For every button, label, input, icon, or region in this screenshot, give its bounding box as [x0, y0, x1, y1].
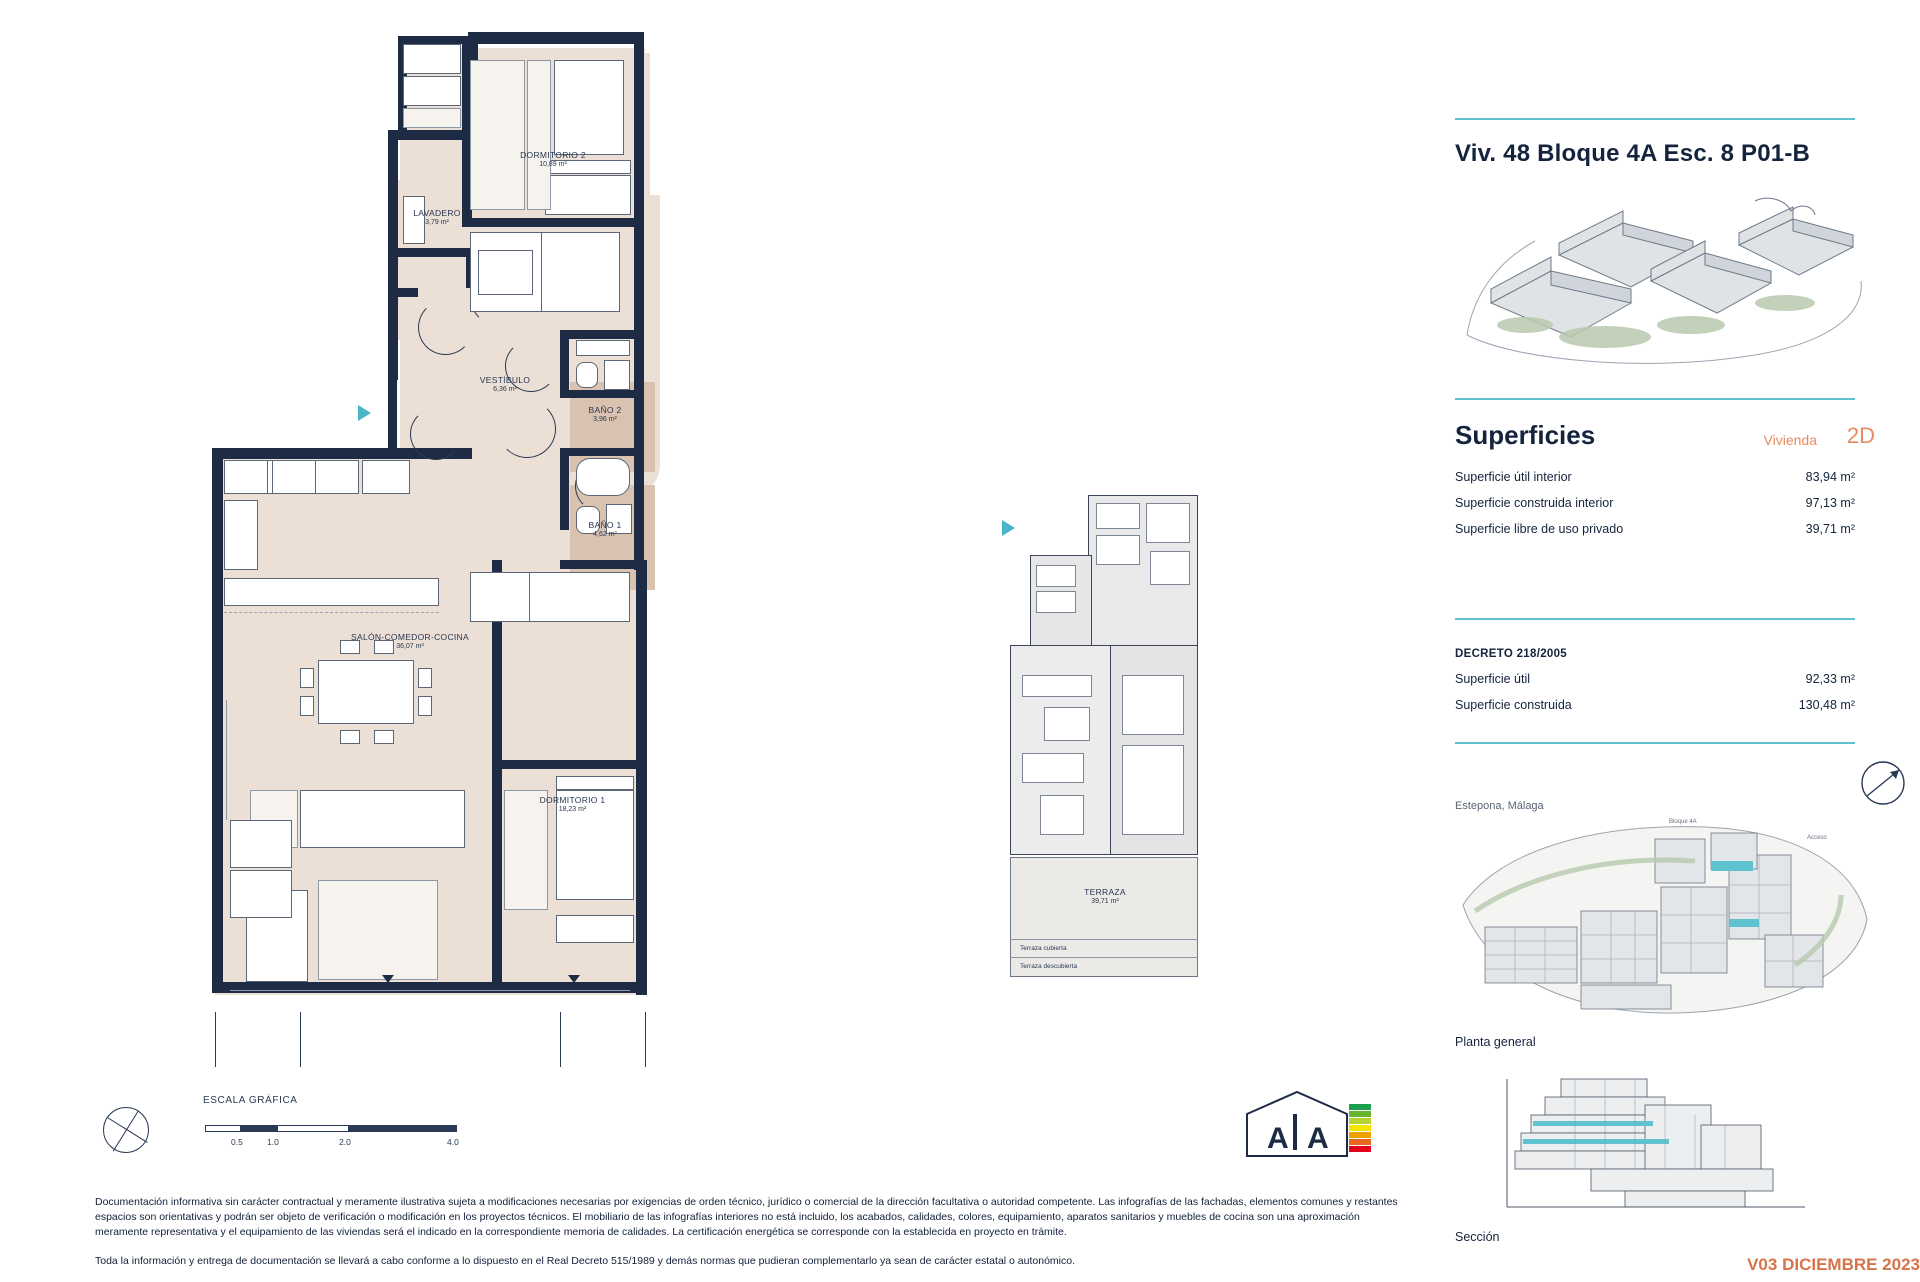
furniture-sofa — [300, 790, 465, 848]
location-text: Estepona, Málaga — [1455, 800, 1544, 812]
label-dormitorio2: DORMITORIO 2 10,89 m² — [520, 150, 586, 168]
decreto-key-1: Superficie útil — [1455, 672, 1531, 686]
keyplan-furn-8 — [1044, 707, 1090, 741]
wall-vest-left-2 — [388, 288, 397, 368]
keyplan-furn-7 — [1022, 675, 1092, 697]
wall-top-1 — [468, 32, 644, 44]
decreto-key-2: Superficie construida — [1455, 698, 1572, 712]
furniture-kitchen-sink — [272, 460, 316, 494]
keyplan-furn-2 — [1146, 503, 1190, 543]
furniture-bed-head-dorm1 — [556, 776, 634, 790]
wall-bano1-bottom — [560, 560, 640, 569]
furniture-kitchen-fridge — [362, 460, 410, 494]
site-plan-svg — [1455, 815, 1875, 1020]
vivienda-code: 2D — [1846, 423, 1875, 448]
label-vestibulo: VESTÍBULO 6,36 m² — [479, 375, 531, 393]
furniture-console-2 — [230, 870, 292, 918]
wall-bano2-top — [560, 330, 640, 339]
terrace-legend-1: Terraza cubierta — [1020, 945, 1067, 952]
surfaces-heading: Superficies — [1455, 420, 1596, 450]
furniture-closet-dorm2 — [527, 60, 551, 210]
furniture-bath2-shower — [604, 360, 630, 390]
furniture-chair-2 — [300, 696, 314, 716]
furniture-console — [230, 820, 292, 868]
keyplan-furn-11 — [1122, 675, 1184, 735]
surface-value-1: 83,94 m² — [1805, 470, 1855, 484]
furniture-bath2-wc — [576, 362, 598, 388]
legal-paragraph-2: Toda la información y entrega de documentación se llevará a cabo conforme a lo dispuesto en el Real Decreto 515/1989 y demás normas que pudieran complementarlo ya sean de carácter estatal o autonómico. — [95, 1254, 1075, 1267]
wall-salon-right — [636, 560, 647, 995]
scale-seg-3 — [277, 1125, 349, 1132]
door-arc-lavadero — [418, 300, 473, 355]
version-label: V03 DICIEMBRE 2023 — [1747, 1255, 1920, 1274]
wall-bano2-bottom — [560, 390, 640, 398]
section-drawing — [1505, 1065, 1835, 1215]
section-svg — [1505, 1065, 1835, 1215]
keyplan-furn-12 — [1122, 745, 1184, 835]
keyplan-furn-10 — [1040, 795, 1084, 835]
terrace-legend-2: Terraza descubierta — [1020, 963, 1078, 970]
label-lavadero: LAVADERO 3,79 m² — [413, 208, 461, 226]
surfaces-heading-row — [1455, 420, 1875, 451]
svg-text:Bloque 4A: Bloque 4A — [1669, 819, 1697, 825]
label-dormitorio1: DORMITORIO 1 18,23 m² — [539, 795, 606, 813]
wall-dorm1-left — [492, 560, 502, 990]
legal-disclaimer — [95, 1195, 1405, 1282]
scale-tick-2: 1.0 — [267, 1137, 279, 1147]
scale-tick-1: 0.5 — [231, 1137, 243, 1147]
decreto-value-1: 92,33 m² — [1805, 672, 1855, 686]
siteplan-caption: Planta general — [1455, 1035, 1536, 1049]
keyplan-entrance-arrow-icon — [1002, 520, 1015, 536]
energy-letter-left: A — [1267, 1122, 1289, 1155]
energy-label-svg — [1245, 1090, 1375, 1158]
furniture-unit-mid-2 — [470, 572, 530, 622]
facade-line-2 — [300, 1012, 301, 1067]
furniture-dresser-dorm1 — [556, 915, 634, 943]
svg-text:Acceso: Acceso — [1807, 835, 1827, 841]
furniture-table-upper — [478, 250, 533, 295]
terrace-legend-rule-1 — [1010, 939, 1198, 940]
furniture-dining-table — [318, 660, 414, 724]
furniture-kitchen-island — [224, 578, 439, 606]
site-plan — [1455, 815, 1875, 1020]
furniture-chair-7 — [340, 730, 360, 744]
surface-value-3: 39,71 m² — [1805, 522, 1855, 536]
facade-line-3 — [560, 1012, 561, 1067]
vivienda-label: Vivienda — [1763, 432, 1817, 448]
furniture-kitchen-hob — [224, 460, 268, 494]
panel-rule-surfaces — [1455, 398, 1855, 400]
furniture-kitchen-tall — [224, 500, 258, 570]
scale-title: ESCALA GRÁFICA — [203, 1095, 298, 1106]
door-arc-salon — [498, 400, 556, 458]
keyplan-furn-5 — [1036, 565, 1076, 587]
section-caption: Sección — [1455, 1230, 1500, 1244]
panel-rule-site — [1455, 742, 1855, 744]
furniture-chair-3 — [418, 668, 432, 688]
window-left-1 — [226, 700, 227, 820]
keyplan-furn-9 — [1022, 753, 1084, 783]
furniture-bed2-dorm2 — [554, 60, 624, 155]
panel-rule-top — [1455, 118, 1855, 120]
key-plan-thumbnail — [1010, 495, 1225, 1025]
graphic-scale — [95, 1095, 475, 1165]
wall-dorm2-bottom — [462, 218, 637, 227]
unit-title: Viv. 48 Bloque 4A Esc. 8 P01-B — [1455, 140, 1811, 167]
axonometric-svg — [1455, 185, 1875, 375]
facade-line-4 — [645, 1012, 646, 1067]
surface-key-2: Superficie construida interior — [1455, 496, 1614, 510]
kitchen-dash-line — [224, 612, 439, 613]
compass-icon — [103, 1107, 149, 1153]
legal-paragraph-1: Documentación informativa sin carácter contractual y meramente ilustrativa sujeta a modificaciones necesarias por exigencias de orden técnico, jurídico o comercial de la dirección facultativa o autoridad competente. Las infografías de las fachadas, elementos comunes y restantes espacios son orientativas y podrán ser objeto de verificación o modificación en los proyectos técnicos. El mobiliario de las infografías interiores no está incluido, los acabados, calidades, colores, equipamiento, aparatos sanitarios y muebles de cocina son una aproximación meramente representativa y el equipamiento de las viviendas será el indicado en la correspondiente memoria de calidades. La certificación energética se corresponde con la establecida en proyecto en trámite. — [95, 1196, 1398, 1239]
axonometric-view — [1455, 185, 1875, 375]
north-arrow-icon — [1860, 760, 1904, 804]
wall-bano1-top — [560, 448, 640, 456]
decreto-heading: DECRETO 218/2005 — [1455, 648, 1567, 660]
terrace-legend-rule-2 — [1010, 957, 1198, 958]
scale-tick-3: 2.0 — [339, 1137, 351, 1147]
furniture-shelf-lavadero — [403, 108, 461, 128]
decreto-value-2: 130,48 m² — [1798, 698, 1855, 712]
wall-lav-outer-top — [398, 36, 468, 44]
surface-key-3: Superficie libre de uso privado — [1455, 522, 1624, 536]
wall-salon-bottom — [212, 982, 647, 993]
entrance-arrow-icon — [358, 405, 371, 421]
wall-left-mid — [388, 360, 397, 455]
wall-lav-bottom — [388, 248, 473, 257]
wall-dorm1-top — [492, 760, 642, 769]
keyplan-terrace — [1010, 857, 1198, 977]
furniture-wardrobe-dorm2 — [470, 60, 525, 210]
scale-seg-2 — [241, 1125, 277, 1132]
furniture-chair-8 — [374, 730, 394, 744]
window-bottom-1 — [470, 990, 630, 991]
furniture-dryer — [403, 76, 461, 106]
label-bano1: BAÑO 1 4,62 m² — [588, 520, 622, 538]
level-arrow-1-icon — [382, 975, 394, 983]
furniture-washer — [403, 44, 461, 74]
scale-tick-4: 4.0 — [447, 1137, 459, 1147]
furniture-bath2-sink — [576, 340, 630, 356]
surface-value-2: 97,13 m² — [1805, 496, 1855, 510]
label-bano2: BAÑO 2 3,96 m² — [588, 405, 622, 423]
facade-line-1 — [215, 1012, 216, 1067]
furniture-bed-dorm2 — [545, 175, 631, 215]
surface-key-1: Superficie útil interior — [1455, 470, 1572, 484]
keyplan-furn-3 — [1096, 535, 1140, 565]
keyplan-furn-6 — [1036, 591, 1076, 613]
window-bottom-2 — [230, 990, 480, 991]
energy-letter-right: A — [1307, 1122, 1329, 1155]
info-panel — [1455, 0, 1920, 1280]
scale-seg-4 — [349, 1125, 457, 1132]
wall-right-upper — [634, 32, 644, 362]
furniture-rug — [318, 880, 438, 980]
scale-seg-1 — [205, 1125, 241, 1132]
panel-rule-decreto — [1455, 618, 1855, 620]
level-arrow-2-icon — [568, 975, 580, 983]
label-salon: SALÓN-COMEDOR-COCINA 36,07 m² — [351, 632, 469, 650]
furniture-chair-1 — [300, 668, 314, 688]
keyplan-furn-1 — [1096, 503, 1140, 529]
keyplan-furn-4 — [1150, 551, 1190, 585]
furniture-chair-4 — [418, 696, 432, 716]
wall-bano1-left — [560, 455, 569, 530]
furniture-bath1-tub — [576, 458, 630, 496]
label-terraza: TERRAZA 39,71 m² — [1084, 887, 1126, 905]
energy-rating-label — [1245, 1090, 1375, 1158]
door-arc-entry — [410, 408, 462, 460]
wall-salon-left — [212, 448, 223, 993]
